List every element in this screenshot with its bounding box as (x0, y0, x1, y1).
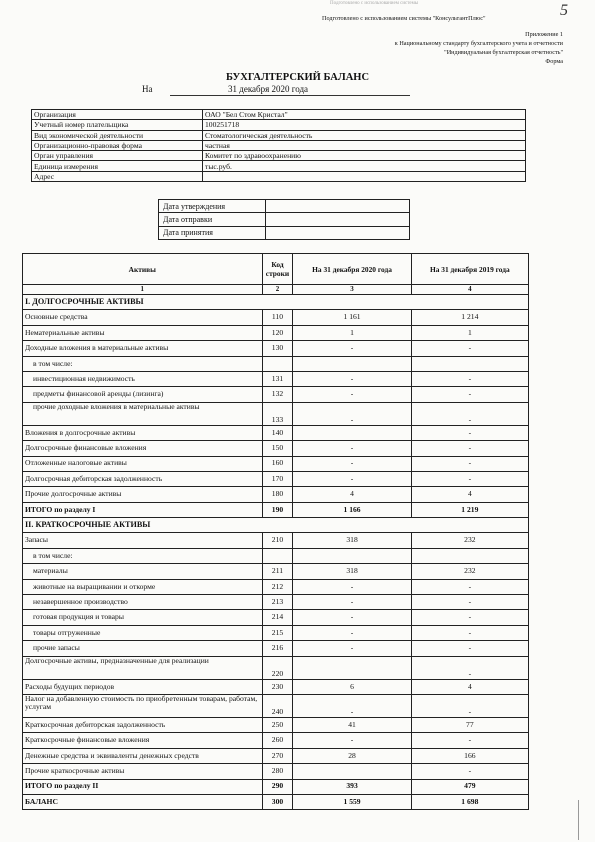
table-row (23, 564, 529, 579)
table-row (23, 625, 529, 640)
row-code: 215 (262, 625, 293, 640)
org-value: ОАО "Бел Стом Кристал" (203, 110, 526, 120)
value-2019: 1 214 (411, 310, 528, 325)
row-code: 213 (262, 595, 293, 610)
value-2020: 1 161 (293, 310, 411, 325)
total-row (23, 502, 529, 517)
value-2019: - (411, 471, 528, 486)
value-2020: 318 (293, 564, 411, 579)
row-label: ИТОГО по разделу I (23, 502, 263, 517)
table-row (23, 656, 529, 679)
row-label: Краткосрочные финансовые вложения (23, 733, 263, 748)
value-2020: 41 (293, 717, 411, 732)
row-label: Основные средства (23, 310, 263, 325)
row-code: 130 (262, 341, 293, 356)
row-code: 230 (262, 679, 293, 694)
value-2020 (293, 548, 411, 563)
value-2020: - (293, 595, 411, 610)
org-label: Адрес (32, 171, 203, 181)
row-label: Долгосрочные финансовые вложения (23, 441, 263, 456)
value-2019: 232 (411, 533, 528, 548)
table-row (23, 548, 529, 563)
column-number: 1 (23, 285, 263, 295)
row-label: Нематериальные активы (23, 325, 263, 340)
scan-edge-line (578, 800, 579, 840)
table-row (23, 694, 529, 717)
column-number-row (23, 285, 529, 295)
row-code: 240 (262, 694, 293, 717)
value-2019: 166 (411, 748, 528, 763)
row-label: прочие доходные вложения в материальные активы (23, 402, 263, 425)
value-2020: - (293, 610, 411, 625)
header-assets: Активы (23, 254, 263, 285)
row-label: Отложенные налоговые активы (23, 456, 263, 471)
value-2019: - (411, 441, 528, 456)
value-2019: - (411, 371, 528, 386)
report-date: 31 декабря 2020 года (228, 84, 309, 94)
value-2019: - (411, 656, 528, 679)
value-2020: 6 (293, 679, 411, 694)
row-code: 280 (262, 764, 293, 779)
value-2020: - (293, 441, 411, 456)
org-row (32, 130, 526, 140)
value-2019: 1 219 (411, 502, 528, 517)
value-2020: 1 166 (293, 502, 411, 517)
value-2020: 393 (293, 779, 411, 794)
value-2020: - (293, 402, 411, 425)
value-2020 (293, 656, 411, 679)
row-label: Вложения в долгосрочные активы (23, 425, 263, 440)
row-label: Прочие краткосрочные активы (23, 764, 263, 779)
table-row (23, 371, 529, 386)
row-code: 250 (262, 717, 293, 732)
table-row (23, 402, 529, 425)
value-2020: - (293, 456, 411, 471)
row-label: Запасы (23, 533, 263, 548)
organization-table (31, 109, 526, 182)
table-row (23, 387, 529, 402)
appendix-line: к Национальному стандарту бухгалтерского учета и отчетности (394, 40, 563, 47)
row-code: 211 (262, 564, 293, 579)
header-2019: На 31 декабря 2019 года (411, 254, 528, 285)
section-row (23, 518, 529, 533)
row-label: Долгосрочная дебиторская задолженность (23, 471, 263, 486)
row-code: 260 (262, 733, 293, 748)
table-row (23, 610, 529, 625)
row-label: в том числе: (23, 356, 263, 371)
row-label: прочие запасы (23, 641, 263, 656)
date-value (266, 200, 410, 213)
row-code: 132 (262, 387, 293, 402)
date-row (159, 200, 410, 213)
total-row (23, 794, 529, 809)
org-label: Орган управления (32, 151, 203, 161)
section-title: II. КРАТКОСРОЧНЫЕ АКТИВЫ (23, 518, 529, 533)
row-code: 170 (262, 471, 293, 486)
table-row (23, 341, 529, 356)
value-2019: - (411, 341, 528, 356)
date-row (159, 226, 410, 239)
value-2020: - (293, 341, 411, 356)
appendix-line: "Индивидуальная бухгалтерская отчетность" (444, 49, 563, 56)
column-number: 3 (293, 285, 411, 295)
org-label: Учетный номер плательщика (32, 120, 203, 130)
value-2020: - (293, 579, 411, 594)
date-label: Дата принятия (159, 226, 266, 239)
value-2019: - (411, 595, 528, 610)
row-label: ИТОГО по разделу II (23, 779, 263, 794)
date-value (266, 213, 410, 226)
row-label: Денежные средства и эквиваленты денежных средств (23, 748, 263, 763)
table-row (23, 533, 529, 548)
page-number-mark: 5 (560, 2, 568, 19)
value-2020: 1 (293, 325, 411, 340)
row-label: незавершенное производство (23, 595, 263, 610)
row-code: 180 (262, 487, 293, 502)
document-title: БУХГАЛТЕРСКИЙ БАЛАНС (225, 72, 370, 83)
row-label: инвестиционная недвижимость (23, 371, 263, 386)
date-label: Дата отправки (159, 213, 266, 226)
value-2020 (293, 764, 411, 779)
org-row (32, 120, 526, 130)
row-code: 216 (262, 641, 293, 656)
value-2019 (411, 356, 528, 371)
table-row (23, 679, 529, 694)
row-label: материалы (23, 564, 263, 579)
row-label: Прочие долгосрочные активы (23, 487, 263, 502)
value-2020: - (293, 371, 411, 386)
row-label: Налог на добавленную стоимость по приобретенным товарам, работам, услугам (23, 694, 263, 717)
value-2020: - (293, 733, 411, 748)
value-2019: 479 (411, 779, 528, 794)
org-label: Организационно-правовая форма (32, 140, 203, 150)
row-code: 220 (262, 656, 293, 679)
value-2019: - (411, 387, 528, 402)
row-label: БАЛАНС (23, 794, 263, 809)
org-label: Единица измерения (32, 161, 203, 171)
row-label: Доходные вложения в материальные активы (23, 341, 263, 356)
row-label: животные на выращивании и откорме (23, 579, 263, 594)
value-2020: 28 (293, 748, 411, 763)
row-code: 160 (262, 456, 293, 471)
row-code: 140 (262, 425, 293, 440)
value-2019: 1 (411, 325, 528, 340)
org-value: 100251718 (203, 120, 526, 130)
appendix-line: Приложение 1 (525, 31, 563, 38)
org-label: Организация (32, 110, 203, 120)
date-value (266, 226, 410, 239)
value-2019: - (411, 641, 528, 656)
value-2019: - (411, 402, 528, 425)
column-number: 2 (262, 285, 293, 295)
value-2019: - (411, 764, 528, 779)
appendix-line: Форма (545, 58, 563, 65)
row-label: Долгосрочные активы, предназначенные для реализации (23, 656, 263, 679)
org-row (32, 161, 526, 171)
row-code: 210 (262, 533, 293, 548)
value-2020: - (293, 694, 411, 717)
row-code: 212 (262, 579, 293, 594)
table-row (23, 764, 529, 779)
org-value: тыс.руб. (203, 161, 526, 171)
table-row (23, 641, 529, 656)
table-row (23, 748, 529, 763)
dates-table (158, 199, 410, 240)
prepared-note: Подготовлено с использованием системы "КонсультантПлюс" (322, 15, 486, 22)
org-label: Вид экономической деятельности (32, 130, 203, 140)
org-value: частная (203, 140, 526, 150)
header-code: Код строки (262, 254, 293, 285)
table-row (23, 325, 529, 340)
table-row (23, 456, 529, 471)
row-code: 300 (262, 794, 293, 809)
row-code: 270 (262, 748, 293, 763)
value-2019: - (411, 579, 528, 594)
table-header-row (23, 254, 529, 285)
value-2020: - (293, 387, 411, 402)
value-2019: 4 (411, 487, 528, 502)
value-2020: - (293, 625, 411, 640)
date-underline (170, 95, 410, 96)
table-row (23, 487, 529, 502)
table-row (23, 595, 529, 610)
value-2020 (293, 356, 411, 371)
table-row (23, 733, 529, 748)
value-2020: 1 559 (293, 794, 411, 809)
row-code: 214 (262, 610, 293, 625)
table-row (23, 717, 529, 732)
row-label: в том числе: (23, 548, 263, 563)
org-value: Стоматологическая деятельность (203, 130, 526, 140)
table-row (23, 579, 529, 594)
section-title: I. ДОЛГОСРОЧНЫЕ АКТИВЫ (23, 295, 529, 310)
faint-top-text: Подготовлено с использованием системы (330, 1, 419, 6)
appendix-note (395, 30, 563, 66)
value-2019: - (411, 610, 528, 625)
value-2019: 232 (411, 564, 528, 579)
value-2020: 318 (293, 533, 411, 548)
value-2020: 4 (293, 487, 411, 502)
header-2020: На 31 декабря 2020 года (293, 254, 411, 285)
table-row (23, 471, 529, 486)
row-code: 150 (262, 441, 293, 456)
row-code (262, 356, 293, 371)
date-row (159, 213, 410, 226)
table-row (23, 441, 529, 456)
date-label: Дата утверждения (159, 200, 266, 213)
value-2020: - (293, 471, 411, 486)
table-row (23, 310, 529, 325)
org-value: Комитет по здравоохранению (203, 151, 526, 161)
value-2019: - (411, 733, 528, 748)
org-row (32, 171, 526, 181)
row-label: готовая продукция и товары (23, 610, 263, 625)
org-value (203, 171, 526, 181)
value-2019: - (411, 694, 528, 717)
row-code (262, 548, 293, 563)
value-2019: 4 (411, 679, 528, 694)
table-row (23, 425, 529, 440)
value-2019: 1 698 (411, 794, 528, 809)
value-2020: - (293, 641, 411, 656)
value-2019: - (411, 425, 528, 440)
value-2019: - (411, 456, 528, 471)
org-row (32, 151, 526, 161)
row-label: Краткосрочная дебиторская задолженность (23, 717, 263, 732)
section-row (23, 295, 529, 310)
value-2020 (293, 425, 411, 440)
balance-table (22, 253, 529, 810)
row-label: Расходы будущих периодов (23, 679, 263, 694)
value-2019: - (411, 625, 528, 640)
table-row (23, 356, 529, 371)
column-number: 4 (411, 285, 528, 295)
date-prefix: На (142, 84, 153, 94)
value-2019 (411, 548, 528, 563)
row-code: 120 (262, 325, 293, 340)
org-row (32, 140, 526, 150)
row-code: 131 (262, 371, 293, 386)
row-label: товары отгруженные (23, 625, 263, 640)
org-row (32, 110, 526, 120)
row-code: 190 (262, 502, 293, 517)
total-row (23, 779, 529, 794)
row-code: 290 (262, 779, 293, 794)
row-code: 133 (262, 402, 293, 425)
value-2019: 77 (411, 717, 528, 732)
row-code: 110 (262, 310, 293, 325)
row-label: предметы финансовой аренды (лизинга) (23, 387, 263, 402)
